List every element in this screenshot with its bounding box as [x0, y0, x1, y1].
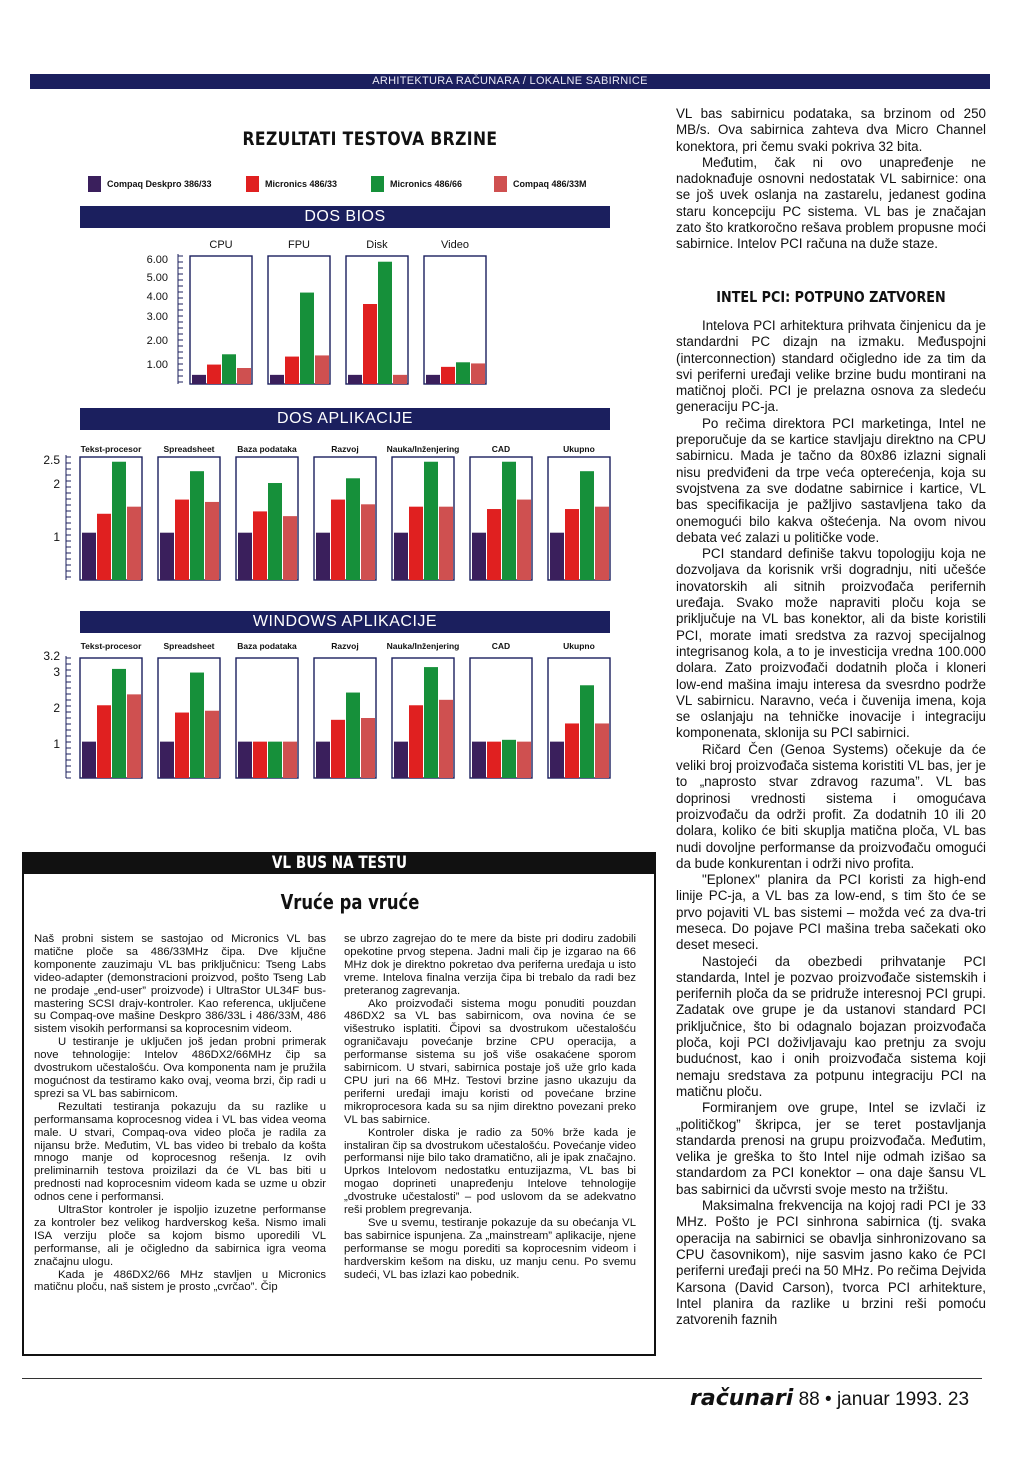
bar	[502, 740, 516, 778]
paragraph: U testiranje je uključen još jedan probni primerak nove tehnologije: Intelov 486DX2/66MHz čip sa dvostrukom učestalošću. Ova komponenta nam je pružila mogućnost da testiramo kako ovaj, veoma brzi, čip radi u sprezi sa VL bas sabirnicom.	[34, 1036, 326, 1100]
bar	[517, 500, 531, 580]
bar	[439, 507, 453, 580]
y-tick-label: 2	[53, 477, 60, 491]
paragraph: UltraStor kontroler je ispoljio izuzetne performanse za kontroler bez velikog hardverskog keša. Nismo imali ISA verziju ploče sa kojom bismo uporedili VL performanse, ali je očigledno da sabirnica igra veoma značajnu ulogu.	[34, 1204, 326, 1268]
bar	[331, 500, 345, 580]
bar	[472, 742, 486, 778]
y-tick-label: 2.00	[146, 335, 168, 347]
y-tick-label: 3.00	[146, 311, 168, 323]
bar	[112, 462, 126, 580]
legend-label-4: Compaq 486/33M	[513, 179, 587, 189]
benchmark-charts	[0, 0, 660, 800]
paragraph: Ričard Čen (Genoa Systems) očekuje da će veliki broj proizvođača sistema koristiti VL bas, jer je to „naprosto stvar zdravog razuma”. VL bas doprinosi vrednosti sistema i omogućava proizvođaču da održi profit. Za dodatnih 10 ili 20 dolara, koliko će biti skuplja matična ploča, VL bas nudi dovoljne performanse da proizvođaču omogući da bude konkurentan i održi nivo profita.	[676, 741, 986, 871]
bar	[82, 533, 96, 580]
bar	[316, 533, 330, 580]
y-tick-label: 1.00	[146, 359, 168, 371]
bar	[378, 262, 392, 384]
bar	[316, 742, 330, 778]
paragraph: Međutim, čak ni ovo unapređenje ne nadoknađuje osnovni nedostatak VL sabirnice: ona se još uvek oslanja na zastarelu, jedanest godina staru koncepciju PC sistema. VL bas je značajan zato što kratkoročno rešava problem propusne moći sabirnice. Intelov PCI računa na duže staze.	[676, 154, 986, 252]
bar	[472, 533, 486, 580]
bar	[238, 533, 252, 580]
bar	[190, 471, 204, 580]
sidebar-box-title: VL BUS NA TESTU	[22, 852, 656, 874]
bar	[517, 742, 531, 778]
bar	[550, 742, 564, 778]
legend-label-1: Compaq Deskpro 386/33	[107, 179, 212, 189]
y-tick-label: 2	[53, 701, 60, 715]
category-label: Spreadsheet	[163, 444, 215, 454]
bar	[205, 502, 219, 580]
paragraph: Naš probni sistem se sastojao od Micronics VL bas matične ploče sa 486/33MHz čipa. Dve ključne komponente zauzimaju VL bas priključnicu: Tseng Labs video-adapter (demonstracioni proizvod, pošto Tseng Lab ne prodaje „end-user” proizvode) i UltraStor UL34F bus-mastering SCSI drajv-kontroler. Kao referenca, uključene su Compaq-ove mašine Deskpro 386/33L i 486/33M, 486 sistem visokih performansi sa koprocesnim videom.	[34, 933, 326, 1036]
magazine-name: računari	[690, 1386, 794, 1411]
bar	[205, 711, 219, 778]
bar	[550, 533, 564, 580]
bar	[595, 507, 609, 580]
category-label: Tekst-procesor	[80, 444, 142, 454]
right-column-body	[676, 318, 986, 1328]
bar	[394, 533, 408, 580]
y-tick-label: 3.2	[43, 649, 60, 663]
category-label: Video	[441, 239, 469, 251]
bar	[82, 742, 96, 778]
category-label: FPU	[288, 239, 310, 251]
bar	[192, 375, 206, 384]
issue-date: januar 1993.	[836, 1389, 943, 1410]
footer-bullet: •	[825, 1389, 832, 1410]
legend-label-3: Micronics 486/66	[390, 179, 463, 189]
bar	[253, 511, 267, 580]
y-tick-label: 1	[53, 737, 60, 751]
bar	[487, 509, 501, 580]
bar	[207, 365, 221, 384]
bar	[300, 293, 314, 384]
bar	[283, 742, 297, 778]
category-label: Nauka/Inženjering	[386, 641, 460, 651]
bar	[580, 685, 594, 778]
bar	[441, 367, 455, 384]
paragraph: Ako proizvođači sistema mogu ponuditi pouzdan 486DX2 sa VL bas sabirnicom, ova novina će se višestruko isplatiti. Čipovi sa dvostrukom učestalošću ograničavaju povećanje brzine CPU operacija, a performanse sistema su još više osakaćene sporom sabirnicom. U stvari, sabirnica postaje još uže grlo kada CPU juri na 66 MHz. Testovi brzine jasno ukazuju da periferni uređaji imaju koristi od povećane brzine mikroprocesora kada su sa njim direktno povezani preko VL bas sabirnice.	[344, 997, 636, 1126]
bar	[346, 693, 360, 778]
bar	[580, 471, 594, 580]
chart-title-windows-aplikacije: WINDOWS APLIKACIJE	[80, 611, 610, 633]
paragraph: Kada je 486DX2/66 MHz stavljen u Micronics matičnu ploču, naš sistem je prosto „cvrčao”. Čip	[34, 1268, 326, 1294]
bar	[424, 667, 438, 778]
paragraph: Kontroler diska je radio za 50% brže kada je instaliran čip sa dvostrukom učestalošću. Povećanje video performansi nije bilo tako dramatično, ali je ipak značajno. Uprkos Intelovom nedostatku entuzijazma, VL bas bi mogao doprineti unapređenju Intelove tehnologije „dvostruke učestalosti” – pod uslovom da se adekvatno reši problem pregrevanja.	[344, 1126, 636, 1217]
category-label: CPU	[209, 239, 233, 251]
bar	[424, 462, 438, 580]
y-tick-label: 2.5	[43, 453, 60, 467]
bar	[595, 723, 609, 778]
bar	[456, 362, 470, 384]
y-tick-label: 3	[53, 665, 60, 679]
category-label: Baza podataka	[237, 444, 297, 454]
bar	[426, 375, 440, 384]
footer-rule	[22, 1378, 982, 1379]
bar	[409, 705, 423, 778]
paragraph: VL bas sabirnicu podataka, sa brzinom od 250 MB/s. Ova sabirnica zahteva dva Micro Channel konektora, pri čemu svaki pokriva 32 bita.	[676, 106, 986, 154]
section-subheading: INTEL PCI: POTPUNO ZATVOREN	[716, 288, 946, 306]
paragraph: Nastojeći da obezbedi prihvatanje PCI standarda, Intel je pozvao proizvođače sistemskih i perifernih ploča da se pridruže interesnoj PCI grupi. Zadatak ove grupe je da ustanovi standard PCI priključnice, što bi odagnalo bojazan proizvođača ploča, koji PCI doživljavaju kao pretnju za svoju budućnost, kao i onih proizvođača sistema koji nemaju sredstava za potpunu integraciju PCI na matičnu ploču.	[676, 953, 986, 1099]
bar	[346, 478, 360, 580]
bar	[160, 742, 174, 778]
bar	[565, 723, 579, 778]
paragraph: Rezultati testiranja pokazuju da su razlike u performansama koprocesnog videa i VL bas videa veoma male. U stvari, Compaq-ova video ploča je radila za nijansu brže. Međutim, VL bas video bi trebalo da košta mnogo manje od koprocesnog rešenja. Iz ovih preliminarnih testova proizilazi da će VL bas biti u prednosti nad koprocesnim videom kada se uzme u obzir odnos cene i performansi.	[34, 1100, 326, 1204]
bar	[565, 509, 579, 580]
category-label: Spreadsheet	[163, 641, 215, 651]
paragraph: se ubrzo zagrejao do te mere da biste pri dodiru zadobili opekotine prvog stepena. Jadni mali čip je izgarao na 66 MHz dok je direktno pokretao dva periferna uređaja u isto vreme. Intelova finalna verzija čipa bi trebalo da radi bez preteranog zagrevanja.	[344, 933, 636, 997]
category-label: CAD	[491, 641, 511, 651]
bar	[190, 673, 204, 778]
sidebar-box-subtitle: Vruće pa vruće	[280, 890, 420, 914]
y-tick-label: 6.00	[146, 254, 168, 266]
category-label: Razvoj	[331, 641, 359, 651]
bar	[331, 720, 345, 778]
bar	[393, 375, 407, 384]
bar	[175, 500, 189, 580]
category-label: Baza podataka	[237, 641, 297, 651]
sidebar-column-1	[34, 933, 326, 1294]
issue-number: 88	[798, 1389, 820, 1410]
bar	[361, 718, 375, 778]
category-label: Ukupno	[563, 641, 595, 651]
category-label: Disk	[366, 239, 388, 251]
category-label: Razvoj	[331, 444, 359, 454]
page-footer	[690, 1386, 990, 1411]
y-tick-label: 1	[53, 530, 60, 544]
paragraph: PCI standard definiše takvu topologiju koja ne dozvoljava da korisnik vrši dogradnju, niti učešće inovatorskih ali sitnih proizvođača perifernih uređaja. Svako može napraviti ploču koja se priključuje na VL bas konektor, ali da biste koristili PCI, morate imati sredstva za razvoj specijalnog integrisanog kola, a to je investicija vredna 100.000 dolara. Zato proizvođači dodatnih ploča i kloneri low-end mašina imaju interesa da svesrdno podrže VL sabirnicu. Naravno, veća i čuvenija imena, koja se oslanjaju na tehničke inovacije i integraciju komponenata, sklonija su PCI sabirnici.	[676, 546, 986, 741]
category-label: Ukupno	[563, 444, 595, 454]
chart-title-dos-aplikacije: DOS APLIKACIJE	[80, 408, 610, 430]
legend-label-2: Micronics 486/33	[265, 179, 338, 189]
bar	[285, 357, 299, 384]
category-label: Nauka/Inženjering	[386, 444, 460, 454]
bar	[97, 514, 111, 580]
chart-title-dos-bios: DOS BIOS	[80, 206, 610, 228]
bar	[127, 507, 141, 580]
paragraph: Formiranjem ove grupe, Intel se izvlači iz „političkog” škripca, jer se teret postavljanja standarda prenosi na grupu proizvođača. Međutim, velika je greška to što Intel nije odmah izišao sa standardom za PCI konektor – ona daje šansu VL bas sabirnici da učvrsti svoje mesto na tržištu.	[676, 1100, 986, 1197]
section-header-bar: ARHITEKTURA RAČUNARA / LOKALNE SABIRNICE	[30, 74, 990, 89]
bar	[361, 504, 375, 580]
paragraph: "Eplonex" planira da PCI koristi za high-end linije PC-ja, a VL bas za low-end, s tim što će se prvo pojaviti VL bas sistemi – možda već za dva-tri meseca. Do pojave PCI mašina treba sačekati oko deset meseci.	[676, 872, 986, 953]
category-label: Tekst-procesor	[80, 641, 142, 651]
bar	[270, 375, 284, 384]
figure-title: REZULTATI TESTOVA BRZINE	[242, 128, 498, 150]
bar	[439, 700, 453, 778]
bar	[237, 368, 251, 384]
bar	[315, 355, 329, 384]
bar	[348, 375, 362, 384]
bar	[112, 669, 126, 778]
bar	[238, 742, 252, 778]
bar	[283, 516, 297, 580]
paragraph: Sve u svemu, testiranje pokazuje da su obećanja VL bas sabirnice ispunjena. Za „mainstream” aplikacije, njene performanse se mogu porediti sa koprocesnim videom i hardverskim kešom na disku, uz manju cenu. Po svemu sudeći, VL bas izlazi kao pobednik.	[344, 1216, 636, 1281]
bar	[175, 713, 189, 778]
bar	[127, 694, 141, 778]
bar	[394, 742, 408, 778]
sidebar-column-2	[344, 933, 636, 1281]
bar	[363, 304, 377, 384]
paragraph: Po rečima direktora PCI marketinga, Intel ne preporučuje da se kartice stavljaju direktno na CPU sabirnicu. Mada je tačno da 80x86 izlazni signali nisu predviđeni da trpe veća opterećenja, koja su svojstvena za sve dodatne sabirnice i kartice, VL bas specifikacija je pažljivo sastavljena tako da onemogući bilo kakva oštećenja. Na ovom nivou debata već zalazi u političke vode.	[676, 415, 986, 545]
bar	[502, 462, 516, 580]
bar	[268, 483, 282, 580]
bar	[160, 533, 174, 580]
bar	[409, 507, 423, 580]
y-tick-label: 4.00	[146, 291, 168, 303]
bar	[253, 742, 267, 778]
bar	[268, 742, 282, 778]
paragraph: Intelova PCI arhitektura prihvata činjenicu da je standardni PC dizajn na izmaku. Međuspojni (interconnection) standard očigledno ide za tim da svi periferni uređaji velike brzine budu montirani na matičnoj ploči. PCI je prelazna osnova za sledeću generaciju PC-ja.	[676, 318, 986, 415]
paragraph: Maksimalna frekvencija na kojoj radi PCI je 33 MHz. Pošto je PCI sinhrona sabirnica (tj. svaka operacija na sabirnici se obavlja sinhronizovano sa CPU časovnikom), nije sasvim jasno kako će PCI periferni uređaji preći na 50 MHz. Po rečima Dejvida Karsona (David Carson), tvorca PCI arhitekture, Intel planira da razlike u brzini reši pomoću zatvorenih faznih	[676, 1198, 986, 1328]
category-label: CAD	[491, 444, 511, 454]
right-column-intro	[676, 106, 986, 253]
page-number: 23	[947, 1389, 970, 1410]
bar	[471, 363, 485, 384]
bar	[222, 354, 236, 384]
bar	[487, 742, 501, 778]
y-tick-label: 5.00	[146, 272, 168, 284]
bar	[97, 705, 111, 778]
